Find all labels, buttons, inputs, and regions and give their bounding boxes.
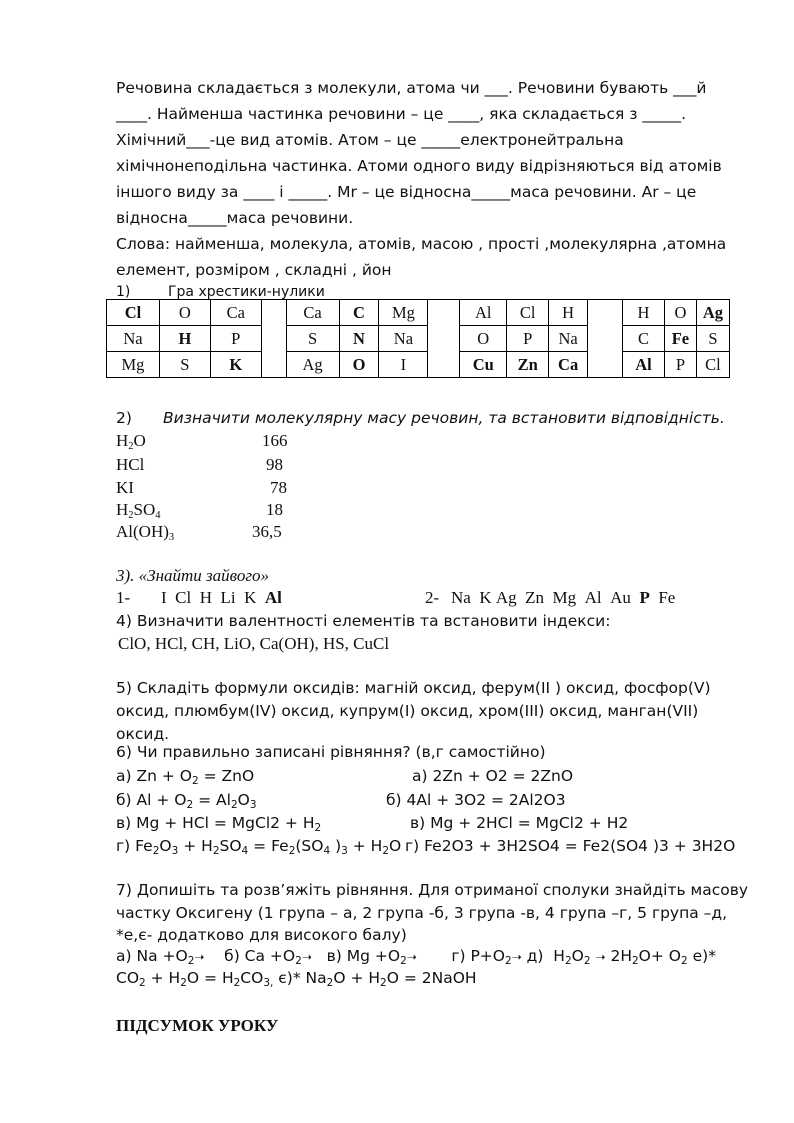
- grid-cell: Ca: [210, 300, 261, 326]
- task2-number: 2): [116, 409, 132, 427]
- table-row: [107, 326, 730, 352]
- task3-title: 3). «Знайти зайвого»: [116, 566, 269, 585]
- grid-cell: H: [159, 326, 210, 352]
- table-row: [107, 300, 730, 326]
- mass-value: 18: [266, 500, 283, 519]
- grid-cell: P: [507, 326, 549, 352]
- grid-cell: P: [664, 352, 696, 378]
- grid-cell: O: [460, 326, 507, 352]
- task3-row2: [451, 588, 675, 608]
- equation-left-g: г) $Fe_2O_3 + H_2SO_4 = Fe_2(SO_4$ )$_3 + H_2O$: [116, 837, 402, 857]
- formula-aloh3: $Al(OH)_3$: [116, 522, 175, 543]
- equation-right-a: а) 2Zn + O2 = 2ZnO: [412, 767, 574, 785]
- grid-cell: O: [159, 300, 210, 326]
- tic-tac-toe-table: [106, 299, 730, 378]
- grid-cell: N: [339, 326, 379, 352]
- element-symbol: K: [479, 588, 492, 607]
- element-symbol: K: [244, 588, 257, 607]
- task7-line-2: частку Оксигену (1 група – а, 2 група -б, 3 група -в, 4 група –г, 5 група –д,: [116, 904, 728, 922]
- equation-right-g: г) Fe2O3 + 3H2SO4 = Fe2(SO4 )3 + 3H2O: [405, 837, 736, 855]
- grid-separator: [588, 300, 623, 378]
- grid-cell: Cl: [507, 300, 549, 326]
- element-symbol: Cl: [175, 588, 192, 607]
- grid-cell: Na: [379, 326, 428, 352]
- grid-cell: S: [286, 326, 339, 352]
- grid-cell: O: [339, 352, 379, 378]
- grid-cell: Ca: [549, 352, 588, 378]
- grid-cell: Fe: [664, 326, 696, 352]
- equation-left-v: в) Mg + HCl = MgCl2 + $H_2$: [116, 814, 322, 834]
- element-symbol: Al: [584, 588, 602, 607]
- element-symbol: Li: [220, 588, 236, 607]
- task4-title: 4) Визначити валентності елементів та встановити індекси:: [116, 612, 611, 630]
- element-symbol: P: [639, 588, 650, 607]
- element-symbol: Na: [451, 588, 471, 607]
- element-symbol: Zn: [525, 588, 545, 607]
- task6-title: 6) Чи правильно записані рівняння? (в,г самостійно): [116, 743, 546, 761]
- task7-line-3: *е,є- додатково для високого балу): [116, 926, 407, 944]
- element-symbol: H: [199, 588, 213, 607]
- mass-value: 166: [262, 431, 288, 450]
- grid-cell: K: [210, 352, 261, 378]
- intro-line-3: Хімічний___-це вид атомів. Атом – це _____електронейтральна: [116, 131, 624, 149]
- task3-row1-number: 1-: [116, 588, 131, 607]
- game-number: 1): [116, 284, 131, 300]
- task5-line-1: 5) Складіть формули оксидів: магній оксид, ферум(II ) оксид, фосфор(V): [116, 679, 711, 697]
- equation-right-b: б) 4Al + 3O2 = 2Al2O3: [386, 791, 566, 809]
- grid-cell: Ca: [286, 300, 339, 326]
- grid-cell: S: [159, 352, 210, 378]
- formula-hcl: HCl: [116, 455, 145, 474]
- task5-line-2: оксид, плюмбум(IV) оксид, купрум(I) оксид, хром(III) оксид, манган(VII): [116, 702, 699, 720]
- equation-right-v: в) Mg + 2HCl = MgCl2 + H2: [410, 814, 629, 832]
- element-symbol: Ag: [495, 588, 517, 607]
- grid-cell: Na: [107, 326, 160, 352]
- grid-cell: H: [623, 300, 665, 326]
- grid-cell: Mg: [379, 300, 428, 326]
- formula-h2o: $H_2O$: [116, 431, 146, 452]
- grid-cell: C: [623, 326, 665, 352]
- intro-line-1: Речовина складається з молекули, атома чи ___. Речовини бувають ___й: [116, 79, 707, 97]
- grid-cell: H: [549, 300, 588, 326]
- formula-ki: KI: [116, 478, 134, 497]
- grid-cell: P: [210, 326, 261, 352]
- element-symbol: Al: [264, 588, 282, 607]
- words-line-2: елемент, розміром , складні , йон: [116, 261, 392, 279]
- grid-cell: Cu: [460, 352, 507, 378]
- arrow-icon: ➝: [301, 950, 312, 964]
- arrow-icon: ➝: [194, 950, 205, 964]
- arrow-icon: ➝: [511, 950, 522, 964]
- grid-cell: I: [379, 352, 428, 378]
- grid-cell: Al: [460, 300, 507, 326]
- task3-row2-number: 2-: [425, 588, 440, 607]
- task5-line-3: оксид.: [116, 725, 170, 743]
- grid-cell: Mg: [107, 352, 160, 378]
- grid-cell: C: [339, 300, 379, 326]
- intro-line-4: хімічнонеподільна частинка. Атоми одного виду відрізняються від атомів: [116, 157, 722, 175]
- grid-cell: Ag: [286, 352, 339, 378]
- mass-value: 36,5: [252, 522, 282, 541]
- task2-title: Визначити молекулярну масу речовин, та встановити відповідність.: [163, 409, 725, 427]
- grid-cell: Na: [549, 326, 588, 352]
- formula-h2so4: $H_2SO_4$: [116, 500, 161, 521]
- element-symbol: Au: [610, 588, 631, 607]
- arrow-icon: ➝: [595, 950, 606, 964]
- grid-cell: Cl: [107, 300, 160, 326]
- grid-cell: O: [664, 300, 696, 326]
- element-symbol: I: [161, 588, 167, 607]
- mass-value: 78: [270, 478, 287, 497]
- grid-cell: Zn: [507, 352, 549, 378]
- grid-separator: [428, 300, 460, 378]
- grid-cell: Al: [623, 352, 665, 378]
- arrow-icon: ➝: [406, 950, 417, 964]
- intro-line-6: відносна_____маса речовини.: [116, 209, 354, 227]
- words-line-1: Слова: найменша, молекула, атомів, масою , прості ,молекулярна ,атомна: [116, 235, 727, 253]
- table-row: [107, 352, 730, 378]
- task7-reactions-2: $CO_2 + H_2O = H_2CO_{3,}$ є)* $Na_2O + H_2O$ = 2NaOH: [116, 969, 477, 989]
- equation-left-a: а) $Zn + O_2$ = ZnO: [116, 767, 255, 787]
- task7-line-1: 7) Допишіть та розв’яжіть рівняння. Для отриманої сполуки знайдіть масову: [116, 881, 749, 899]
- task3-row1: [161, 588, 282, 608]
- grid-cell: Cl: [696, 352, 729, 378]
- intro-line-5: іншого виду за ____ і _____. Mr – це відносна_____маса речовини. Ar – це: [116, 183, 697, 201]
- intro-line-2: ____. Найменша частинка речовини – це ____, яка складається з _____.: [116, 105, 687, 123]
- task4-formulas: ClO, HCl, CH, LiO, Ca(OH), HS, CuCl: [118, 634, 390, 653]
- grid-cell: S: [696, 326, 729, 352]
- grid-separator: [261, 300, 286, 378]
- summary-heading: ПІДСУМОК УРОКУ: [116, 1016, 279, 1035]
- element-symbol: Mg: [552, 588, 577, 607]
- task7-reactions: а) $Na +O_2➝$ б) $Ca +O_2➝$ в) $Mg +O_2➝$ г) $P+O_2➝$ д) $H_2O_2$ ➝ $2H_2O+ O_2$ е)*: [116, 947, 716, 967]
- game-title: Гра хрестики-нулики: [168, 284, 325, 300]
- element-symbol: Fe: [658, 588, 676, 607]
- grid-cell: Ag: [696, 300, 729, 326]
- mass-value: 98: [266, 455, 283, 474]
- equation-left-b: б) $Al + O_2 = Al_2O_3$: [116, 791, 257, 811]
